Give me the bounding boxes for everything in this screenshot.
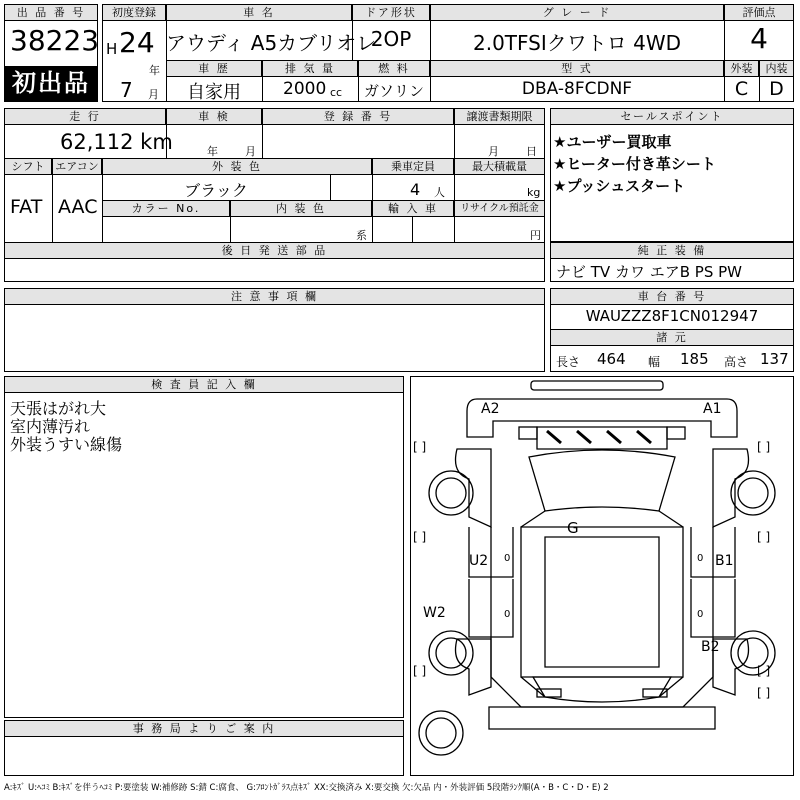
reg-label: 初度登録 — [102, 4, 166, 21]
recycle-unit: 円 — [530, 229, 541, 242]
dims-label: 諸 元 — [550, 329, 794, 346]
mileage-label: 走 行 — [4, 108, 166, 125]
svg-text:[ ]: [ ] — [413, 530, 427, 544]
length-value: 464 — [597, 350, 626, 368]
load-unit: kg — [527, 186, 541, 199]
grade-label: グ レ ー ド — [430, 4, 724, 21]
colorno-label: カラー No. — [102, 200, 230, 217]
reg-month: 7 — [120, 78, 133, 102]
transfer-label: 譲渡書類期限 — [454, 108, 545, 125]
type-label: 型 式 — [430, 60, 724, 77]
svg-text:0: 0 — [697, 553, 704, 564]
width-label: 幅 — [648, 355, 661, 369]
svg-text:[ ]: [ ] — [757, 686, 771, 700]
import-label: 輸 入 車 — [372, 200, 454, 217]
recycle-label: リサイクル預託金 — [454, 200, 545, 217]
equipment-label: 純 正 装 備 — [550, 242, 794, 259]
svg-text:0: 0 — [697, 609, 704, 620]
fuel-label: 燃 料 — [358, 60, 430, 77]
chassis-value: WAUZZZ8F1CN012947 — [585, 307, 759, 325]
exterior-label: 外装 — [724, 60, 759, 77]
exterior-value: C — [734, 78, 749, 100]
grade-value: 2.0TFSIクワトロ 4WD — [472, 31, 682, 55]
load-label: 最大積載量 — [454, 158, 545, 175]
displacement-unit: cc — [330, 86, 343, 99]
mark-u2: U2 — [469, 553, 489, 569]
color-value: ブラック — [184, 181, 248, 200]
reg-year-unit: 年 — [149, 64, 160, 77]
svg-text:[ ]: [ ] — [757, 664, 771, 678]
chassis-label: 車 台 番 号 — [550, 288, 794, 305]
ac-label: エアコン — [52, 158, 102, 175]
type-value: DBA-8FCDNF — [521, 79, 633, 99]
capacity-unit: 人 — [434, 186, 445, 199]
reg-era: H — [106, 40, 118, 58]
inspection-label: 車 検 — [166, 108, 262, 125]
svg-text:0: 0 — [504, 609, 511, 620]
sales-point-1: ★ユーザー買取車 — [553, 133, 672, 151]
intcolor-unit: 系 — [356, 229, 367, 242]
lot-number-label: 出 品 番 号 — [4, 4, 98, 21]
svg-text:[ ]: [ ] — [413, 664, 427, 678]
history-value: 自家用 — [187, 82, 241, 103]
reg-year: 24 — [119, 26, 155, 59]
mark-b2: B2 — [701, 639, 720, 655]
door-value: 2OP — [370, 27, 412, 51]
capacity-label: 乗車定員 — [372, 158, 454, 175]
svg-text:[ ]: [ ] — [757, 440, 771, 454]
reg-month-unit: 月 — [148, 88, 159, 101]
svg-text:[ ]: [ ] — [757, 530, 771, 544]
mark-g: G — [567, 519, 579, 537]
inspector-label: 検 査 員 記 入 欄 — [4, 376, 404, 393]
inspection-month: 月 — [245, 145, 256, 158]
mark-w2: W2 — [423, 605, 446, 621]
svg-text:0: 0 — [504, 553, 511, 564]
mark-a2: A2 — [481, 401, 500, 417]
shift-value: FAT — [10, 196, 43, 218]
mileage-value: 62,112 km — [60, 130, 173, 154]
sales-points-label: セールスポイント — [550, 108, 794, 125]
regno-label: 登 録 番 号 — [262, 108, 454, 125]
sales-point-2: ★ヒーター付き革シート — [553, 155, 716, 173]
color-label: 外 装 色 — [102, 158, 372, 175]
interior-label: 内装 — [759, 60, 794, 77]
shift-label: シフト — [4, 158, 52, 175]
office-label: 事 務 局 よ り ご 案 内 — [4, 720, 404, 737]
notes-label: 注 意 事 項 欄 — [4, 288, 545, 305]
car-diagram — [410, 376, 794, 776]
height-value: 137 — [760, 350, 789, 368]
equipment-value: ナビ TV カワ エアB PS PW — [556, 263, 742, 281]
intcolor-label: 内 装 色 — [230, 200, 372, 217]
inspector-line-3: 外装うすい線傷 — [10, 435, 123, 454]
inspector-line-1: 天張はがれ大 — [10, 399, 107, 418]
interior-value: D — [769, 78, 784, 100]
model-value: アウディ A5カブリオレ — [166, 31, 377, 55]
history-label: 車 歴 — [166, 60, 262, 77]
height-label: 高さ — [724, 355, 749, 369]
displacement-value: 2000 — [283, 79, 327, 99]
length-label: 長さ — [556, 355, 581, 369]
width-value: 185 — [680, 350, 709, 368]
mark-b1: B1 — [715, 553, 734, 569]
score-label: 評価点 — [724, 4, 794, 21]
transfer-month: 月 — [488, 145, 499, 158]
mark-a1: A1 — [703, 401, 722, 417]
capacity-value: 4 — [410, 180, 421, 199]
inspector-line-2: 室内薄汚れ — [10, 417, 91, 436]
lot-number: 38223 — [10, 24, 100, 57]
later-parts-label: 後 日 発 送 部 品 — [4, 242, 545, 259]
svg-text:[ ]: [ ] — [413, 440, 427, 454]
car-diagram-svg — [411, 377, 793, 775]
model-label: 車 名 — [166, 4, 352, 21]
door-label: ドア形状 — [352, 4, 430, 21]
score-value: 4 — [750, 22, 768, 55]
inspection-year: 年 — [207, 145, 218, 158]
displacement-label: 排 気 量 — [262, 60, 358, 77]
ac-value: AAC — [58, 196, 98, 218]
fuel-value: ガソリン — [363, 82, 424, 100]
sales-point-3: ★プッシュスタート — [553, 177, 686, 195]
legend-text: A:ｷｽﾞ U:ﾍｺﾐ B:ｷｽﾞを伴うﾍｺﾐ P:要塗装 W:補修跡 S:錆 C:腐食、 G:ﾌﾛﾝﾄｶﾞﾗｽ点ｷｽﾞ XX:交換済み X:要交換 欠:欠品 内・外装評価 5段階ﾗﾝｸ順(A・B・C・D・E) 2 — [4, 783, 609, 793]
first-listing-badge: 初出品 — [5, 66, 97, 101]
transfer-day: 日 — [526, 145, 537, 158]
